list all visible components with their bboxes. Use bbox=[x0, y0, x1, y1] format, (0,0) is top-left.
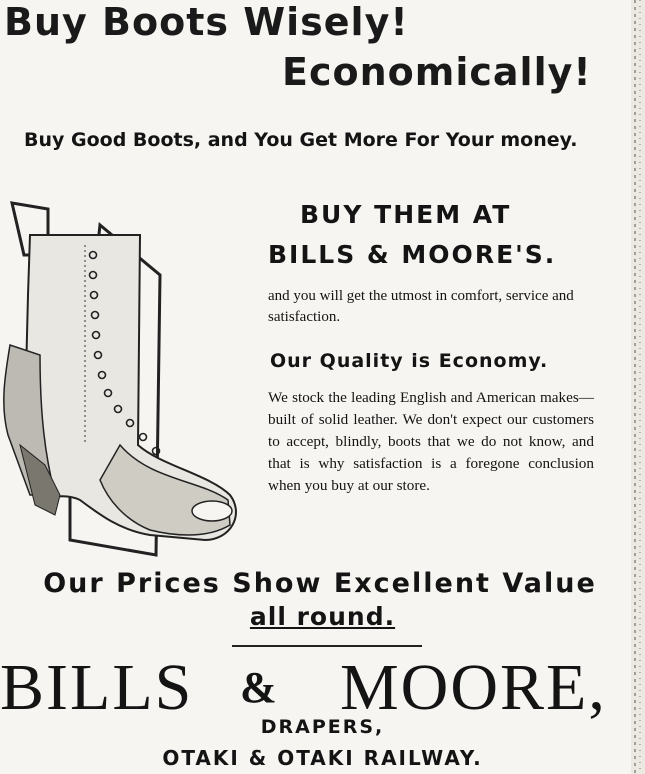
cta-line1: BUY THEM AT bbox=[300, 200, 512, 229]
location-label: OTAKI & OTAKI RAILWAY. bbox=[162, 746, 483, 770]
boot-illustration bbox=[0, 195, 250, 565]
subheading: Buy Good Boots, and You Get More For Your money. bbox=[24, 129, 578, 151]
headline-line1: Buy Boots Wisely! bbox=[4, 0, 409, 44]
firm-name bbox=[0, 650, 645, 724]
prices-line2-wrap bbox=[0, 602, 645, 631]
firm-name-part2: MOORE, bbox=[340, 651, 607, 724]
torn-page-edge bbox=[631, 0, 645, 774]
divider bbox=[232, 645, 422, 647]
intro-paragraph: and you will get the utmost in comfort, service and satisfaction. bbox=[268, 288, 574, 325]
trade-label: DRAPERS, bbox=[260, 716, 385, 738]
headline-line2: Economically! bbox=[282, 50, 592, 94]
quality-heading: Our Quality is Economy. bbox=[270, 350, 549, 372]
firm-ampersand: & bbox=[240, 663, 277, 712]
prices-line1: Our Prices Show Excellent Value bbox=[43, 568, 597, 599]
firm-name-part1: BILLS bbox=[0, 651, 194, 724]
cta-line2: BILLS & MOORE'S. bbox=[268, 240, 557, 269]
prices-line2: all round. bbox=[249, 602, 396, 631]
body-paragraph: We stock the leading English and American makes—built of solid leather. We don't expect our customers to accept, blindly, boots that we do not know, and that is why satisfaction is a foregone conclusion when you buy at our store. bbox=[268, 389, 594, 494]
